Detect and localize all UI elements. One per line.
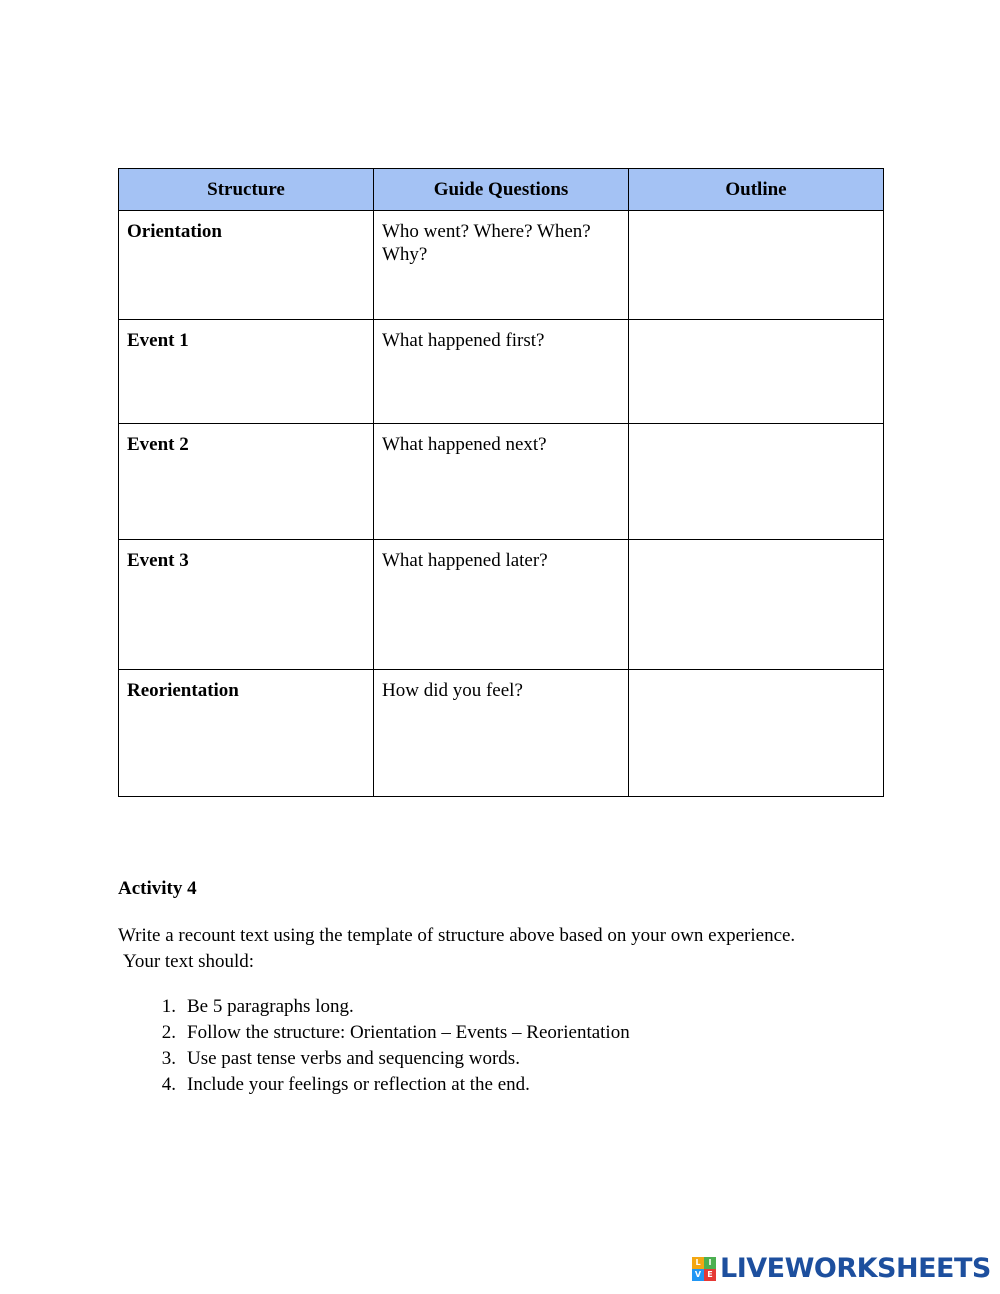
list-item (118, 1072, 630, 1098)
header-structure: Structure (119, 169, 374, 211)
stage-cell: Event 1 (119, 320, 374, 424)
task-list (118, 994, 630, 1098)
activity-title: Activity 4 (118, 878, 197, 899)
brand-name: LIVEWORKSHEETS (720, 1253, 991, 1284)
list-text: Include your feelings or reflection at the end. (187, 1074, 530, 1095)
outline-input-cell[interactable] (629, 670, 884, 797)
instruction-line-2: Your text should: (123, 951, 255, 972)
logo-icon (692, 1257, 716, 1281)
list-text: Follow the structure: Orientation – Events – Reorientation (187, 1022, 630, 1043)
table-row (119, 670, 884, 797)
list-item (118, 1020, 630, 1046)
list-text: Use past tense verbs and sequencing words. (187, 1048, 520, 1069)
table-row (119, 540, 884, 670)
list-number: 1. (161, 996, 176, 1017)
stage-cell: Reorientation (119, 670, 374, 797)
list-item (118, 994, 630, 1020)
outline-input-cell[interactable] (629, 320, 884, 424)
instruction-line-1: Write a recount text using the template of structure above based on your own experience. (118, 925, 796, 946)
header-outline: Outline (629, 169, 884, 211)
table-row (119, 424, 884, 540)
logo-letter: I (704, 1257, 716, 1269)
logo-letter: V (692, 1269, 704, 1281)
logo-letter: E (704, 1269, 716, 1281)
outline-input-cell[interactable] (629, 540, 884, 670)
question-cell: What happened first? (374, 320, 629, 424)
activity-instructions (118, 923, 878, 975)
question-cell: Who went? Where? When? Why? (374, 211, 629, 320)
stage-cell: Event 2 (119, 424, 374, 540)
table-header-row (119, 169, 884, 211)
stage-cell: Orientation (119, 211, 374, 320)
list-number: 3. (161, 1048, 176, 1069)
list-item (118, 1046, 630, 1072)
stage-cell: Event 3 (119, 540, 374, 670)
outline-input-cell[interactable] (629, 211, 884, 320)
list-number: 2. (161, 1022, 176, 1043)
logo-letter: L (692, 1257, 704, 1269)
list-number: 4. (161, 1074, 176, 1095)
question-cell: What happened next? (374, 424, 629, 540)
liveworksheets-logo (692, 1253, 991, 1284)
question-cell: How did you feel? (374, 670, 629, 797)
question-cell: What happened later? (374, 540, 629, 670)
list-text: Be 5 paragraphs long. (187, 996, 354, 1017)
outline-input-cell[interactable] (629, 424, 884, 540)
table-row (119, 211, 884, 320)
header-guide-questions: Guide Questions (374, 169, 629, 211)
table-row (119, 320, 884, 424)
structure-table (118, 168, 884, 797)
